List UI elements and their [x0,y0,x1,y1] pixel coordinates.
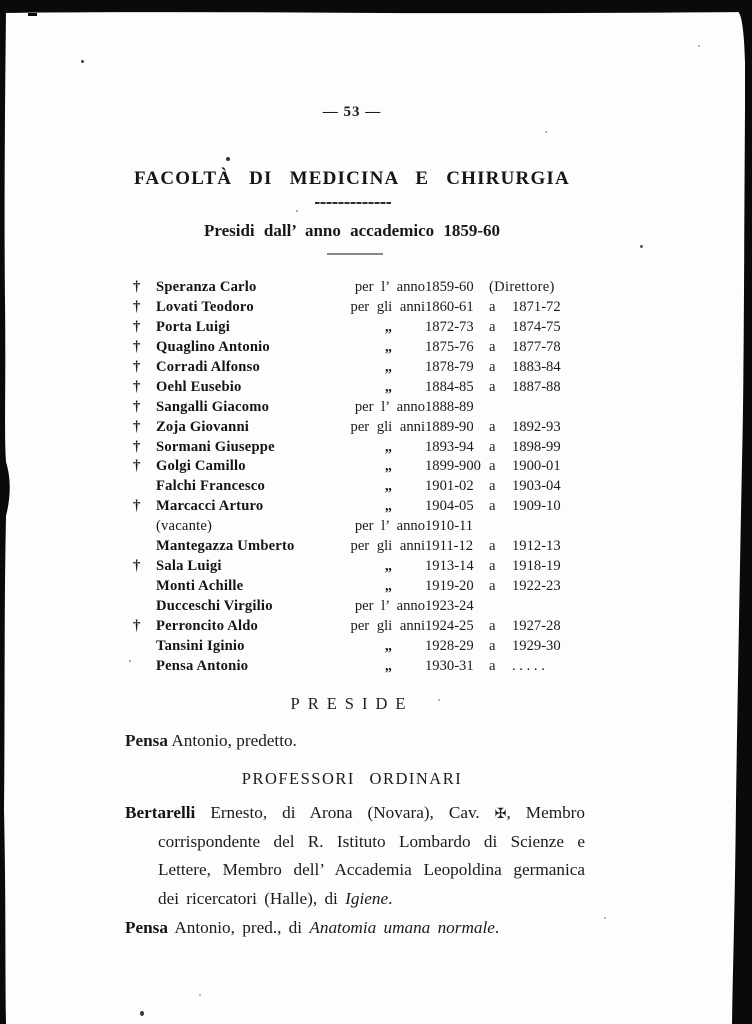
subtitle-rule [327,253,383,255]
entry-text: Pensa [125,917,168,937]
year-end: 1871-72 [512,298,561,315]
preside-name: Tansini Iginio [156,637,245,654]
to-label [489,597,512,617]
presidi-row [130,418,640,438]
to-label: a [489,578,496,595]
preside-name: Oehl Eusebio [156,378,242,395]
presidi-row [130,398,640,418]
preside-entry-name: Pensa [125,731,168,750]
preside-name: Sormani Giuseppe [156,438,275,455]
preside-name: Monti Achille [156,578,244,595]
presidi-row [130,557,640,577]
year-start: 1859-60 [425,279,474,295]
dust-speck [81,60,84,63]
professor-entry [125,914,585,942]
year-start: 1875-76 [425,338,474,355]
year-start: 1930-31 [425,657,474,674]
preside-name: Ducceschi Virgilio [156,598,273,614]
dagger-icon: † [133,558,141,575]
preside-entry [125,731,297,751]
page-number: — 53 — [322,104,382,120]
year-end: 1912-13 [512,538,561,555]
to-label: a [489,458,496,475]
dagger-icon: † [133,338,141,355]
presidi-table [130,278,640,677]
preside-name: Mantegazza Umberto [156,538,295,555]
presidi-row [130,378,640,398]
dagger-icon [130,517,156,537]
year-end: 1909-10 [512,498,561,515]
period-label: per l’ anno [354,398,425,415]
presidi-row [130,338,640,358]
year-start: 1872-73 [425,318,474,335]
dagger-icon [130,637,156,657]
ditto-mark: „ [384,558,392,575]
preside-heading: PRESIDE [290,694,414,713]
year-start: 1884-85 [425,378,474,395]
to-label: a [489,298,496,315]
period-label: per gli anni [350,617,425,634]
dagger-icon: † [133,318,141,335]
to-label: a [489,637,496,654]
dagger-icon: † [133,458,141,475]
year-end: 1903-04 [512,478,561,495]
year-start: 1899-900 [425,458,481,475]
presidi-row [130,617,640,637]
ditto-mark: „ [384,358,392,375]
year-end: 1887-88 [512,378,561,395]
presidi-row [130,477,640,497]
preside-name: Marcacci Arturo [156,498,264,515]
to-label: a [489,538,496,555]
entry-text: Igiene [345,888,389,908]
ditto-mark: „ [384,378,392,395]
preside-entry-rest: Antonio, predetto. [167,731,297,750]
dagger-icon [130,657,156,677]
preside-name: Speranza Carlo [156,279,257,295]
dagger-icon: † [133,358,141,375]
entry-text: Ernesto, di Arona (Novara), Cav. [195,803,495,822]
professori-heading: PROFESSORI ORDINARI [241,769,463,788]
presidi-row [130,657,640,677]
preside-name: Sala Luigi [156,558,222,575]
year-end: 1929-30 [512,637,561,654]
ditto-mark: „ [384,458,392,475]
year-start: 1878-79 [425,358,474,375]
subtitle: Presidi dall’ anno accademico 1859-60 [203,221,501,240]
dagger-icon: † [133,418,141,435]
to-label: a [489,438,496,455]
year-start: 1904-05 [425,498,474,515]
ditto-mark: „ [384,338,392,355]
entry-text: , Membro corrispondente del R. Istituto Lombardo di Scienze e Lettere, Membro dell’ Accademia Leopoldina germanica dei ricercatori (Halle), di [158,803,585,908]
dust-speck [438,699,440,701]
dust-speck [140,1011,144,1016]
dust-speck [545,131,547,133]
dust-speck [698,45,700,47]
decoration-cross-icon: ✠ [494,806,507,822]
preside-name: Quaglino Antonio [156,338,270,355]
ditto-mark: „ [384,438,392,455]
presidi-row [130,577,640,597]
year-start: 1901-02 [425,478,474,495]
period-label: per l’ anno [354,279,425,295]
to-label: a [489,358,496,375]
period-label: per gli anni [350,538,425,555]
year-end: 1874-75 [512,318,561,335]
dagger-icon [130,477,156,497]
period-label: per l’ anno [354,598,425,614]
to-label: a [489,338,496,355]
dagger-icon [130,537,156,557]
presidi-row [130,537,640,557]
preside-name: (vacante) [156,518,213,535]
to-label: a [489,617,496,634]
dagger-icon: † [133,298,141,315]
preside-name: Perroncito Aldo [156,617,259,634]
dagger-icon: † [133,378,141,395]
to-label: a [489,378,496,395]
preside-name: Porta Luigi [156,318,230,335]
presidi-row [130,517,640,537]
dagger-icon: † [133,438,141,455]
ditto-mark: „ [384,637,392,654]
entry-text: Antonio, pred., di [167,917,310,937]
presidi-row [130,298,640,318]
entry-text: . [388,888,393,908]
dagger-icon: † [133,498,141,515]
presidi-row [130,318,640,338]
dust-speck [296,210,298,212]
year-end: 1927-28 [512,617,561,634]
presidi-row [130,597,640,617]
to-label: a [489,418,496,435]
year-start: 1888-89 [425,398,474,415]
ditto-mark: „ [384,498,392,515]
entry-text: Bertarelli [125,803,196,822]
year-start: 1860-61 [425,298,474,315]
preside-name: Pensa Antonio [156,657,249,674]
dust-speck [604,917,606,919]
year-start: 1889-90 [425,418,474,435]
to-label: a [489,657,496,674]
dagger-icon [130,577,156,597]
year-end: 1918-19 [512,558,561,575]
presidi-row [130,457,640,477]
presidi-row [130,358,640,378]
dagger-icon: † [133,617,141,634]
dust-speck [129,660,131,662]
year-end: 1883-84 [512,358,561,375]
presidi-row [130,438,640,458]
title-rule [315,202,391,204]
period-label: per l’ anno [354,518,425,535]
year-start: 1923-24 [425,598,474,614]
preside-name: Corradi Alfonso [156,358,260,375]
year-start: 1919-20 [425,578,474,595]
professori-entries [125,799,585,943]
presidi-row [130,637,640,657]
year-end: 1892-93 [512,418,561,435]
preside-name: Falchi Francesco [156,478,265,495]
preside-name: Golgi Camillo [156,458,246,475]
ditto-mark: „ [384,318,392,335]
dagger-icon [130,597,156,617]
dagger-icon: † [133,398,141,415]
year-end: 1877-78 [512,338,561,355]
dust-speck [199,994,201,996]
note-label: (Direttore) [489,279,555,295]
year-end: 1898-99 [512,438,561,455]
to-label: a [489,498,496,515]
entry-text: . [494,917,500,937]
year-start: 1913-14 [425,558,474,575]
year-start: 1911-12 [425,538,474,555]
ditto-mark: „ [384,578,392,595]
presidi-row [130,497,640,517]
to-label: a [489,318,496,335]
entry-text: Anatomia umana normale [309,917,495,937]
dagger-icon: † [133,279,141,295]
period-label: per gli anni [350,298,425,315]
year-start: 1928-29 [425,637,474,654]
year-start: 1910-11 [425,518,474,535]
ditto-mark: „ [384,478,392,495]
year-end: 1900-01 [512,458,561,475]
year-start: 1924-25 [425,617,474,634]
dust-speck [640,245,643,248]
preside-name: Zoja Giovanni [156,418,250,435]
to-label [489,517,512,537]
faculty-title: FACOLTÀ DI MEDICINA E CHIRURGIA [134,168,570,189]
to-label [489,398,512,418]
year-end: . . . . . [512,657,545,674]
preside-name: Sangalli Giacomo [156,398,270,415]
presidi-row [130,278,640,298]
preside-name: Lovati Teodoro [156,298,254,315]
dust-speck [226,157,230,161]
year-end: 1922-23 [512,578,561,595]
year-start: 1893-94 [425,438,474,455]
to-label: a [489,478,496,495]
ditto-mark: „ [384,657,392,674]
professor-entry [125,799,585,913]
to-label: a [489,558,496,575]
period-label: per gli anni [350,418,425,435]
